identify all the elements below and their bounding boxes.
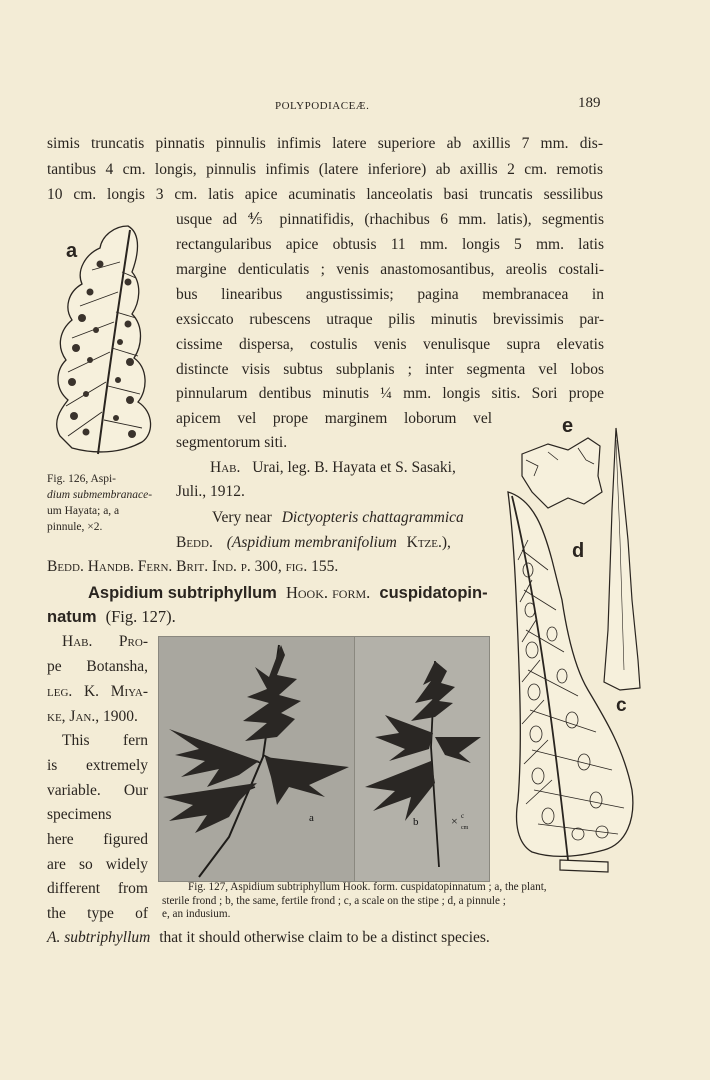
comparison-species: Dictyopteris chattagrammica xyxy=(281,509,464,526)
note-line: the type of xyxy=(47,905,148,922)
body-line: rectangularibus apice obtusis 11 mm. longis 5 mm. latis xyxy=(176,236,604,253)
body-line: margine denticulatis ; venis anastomosantibus, areolis costali- xyxy=(176,261,604,278)
fig127-label-e: e xyxy=(562,415,574,437)
body-line: bus linearibus angustissimis; pagina membranacea in xyxy=(176,286,604,303)
fig127-photo-b xyxy=(354,636,490,882)
scale-drawing xyxy=(604,428,640,690)
final-text: that it should otherwise claim to be a distinct species. xyxy=(159,929,490,946)
body-line: simis truncatis pinnatis pinnulis infimis latere superiore ab axillis 7 mm. dis- xyxy=(47,135,603,152)
synonym-author: Ktze.), xyxy=(406,534,451,551)
comparison-text: Very near xyxy=(212,509,272,526)
fig126-caption-line: pinnule, ×2. xyxy=(47,521,103,533)
habitat-label: Hab. xyxy=(210,459,241,476)
note-line: specimens xyxy=(47,806,112,823)
scale-label: × xyxy=(451,814,458,828)
habitat-text: Urai, leg. B. Hayata et S. Sasaki, xyxy=(252,459,456,476)
scale-sub: cm xyxy=(461,825,469,831)
note-line: This fern xyxy=(62,732,148,749)
fig127-label-c: c xyxy=(616,695,627,716)
note-line: variable. Our xyxy=(47,782,148,799)
form-name: cuspidatopin- xyxy=(379,584,488,602)
synonym: (Aspidium membranifolium xyxy=(226,534,397,551)
fig127-caption-line: e, an indusium. xyxy=(162,908,231,920)
scale-sup: c xyxy=(461,812,465,820)
fig126-pinnule-drawing xyxy=(50,222,160,462)
species-heading-2 xyxy=(47,607,176,627)
fig127-label-d: d xyxy=(572,540,585,562)
body-line: pinnularum dentibus minutis ¼ mm. longis sitis. Sori prope xyxy=(176,385,604,402)
form-name-end: natum xyxy=(47,608,97,626)
note-line: is extremely xyxy=(47,757,148,774)
body-line: 10 cm. longis 3 cm. latis apice acuminatis lanceolatis basi truncatis sessilibus xyxy=(47,186,603,203)
species-author: Hook. form. xyxy=(285,583,371,602)
note-line: here figured xyxy=(47,831,148,848)
body-line: apicem vel prope marginem loborum vel xyxy=(176,410,492,427)
fig126-caption-line: dium submembranace- xyxy=(47,489,153,501)
fig127-caption-line: sterile frond ; b, the same, fertile frond ; c, a scale on the stipe ; d, a pinnule ; xyxy=(162,894,506,907)
note-line: are so widely xyxy=(47,856,148,873)
species-heading xyxy=(88,583,488,603)
fig126-caption xyxy=(47,471,169,535)
fig127-caption-line: Fig. 127, Aspidium subtriphyllum Hook. form. cuspidatopinnatum ; a, the plant, xyxy=(188,881,547,893)
habitat-line xyxy=(210,458,456,478)
reference-line: Bedd. Handb. Fern. Brit. Ind. p. 300, fig. 155. xyxy=(47,558,339,575)
final-species: A. subtriphyllum xyxy=(47,929,151,946)
habitat-2-line: ke, Jan., 1900. xyxy=(47,708,138,725)
habitat-2-line: pe Botansha, xyxy=(47,658,148,675)
figure-reference: (Fig. 127). xyxy=(105,607,176,626)
body-line: distincte visis subtus subplanis ; inter segmenta vel lobos xyxy=(176,361,604,378)
habitat-2-line: leg. K. Miya- xyxy=(47,683,148,700)
fig127-drawings xyxy=(508,420,698,880)
habitat-date: Juli., 1912. xyxy=(176,483,245,500)
note-line: different from xyxy=(47,880,148,897)
author-abbrev: Bedd. xyxy=(176,534,213,551)
running-title: POLYPODIACEÆ. xyxy=(275,100,370,112)
photo-b-label: b xyxy=(413,816,419,828)
final-line xyxy=(47,928,490,948)
fig127-caption xyxy=(162,881,648,922)
page-number: 189 xyxy=(578,95,601,111)
fig126-caption-line: um Hayata; a, a xyxy=(47,505,120,517)
habitat-2-line: Hab. Pro- xyxy=(62,633,148,650)
body-line: tantibus 4 cm. longis, pinnulis infimis (latere inferiore) ab axillis 2 cm. remotis xyxy=(47,161,603,178)
species-name: Aspidium subtriphyllum xyxy=(88,584,277,602)
body-line: segmentorum siti. xyxy=(176,434,288,451)
photo-a-label: a xyxy=(309,812,314,824)
fig126-caption-line: Fig. 126, Aspi- xyxy=(47,473,117,485)
body-line: exsiccato rubescens utraque pilis minutis brevissimis par- xyxy=(176,311,604,328)
comparison-line-2 xyxy=(176,533,451,553)
frond-b-image xyxy=(355,637,489,881)
indusium-drawing xyxy=(522,438,602,508)
frond-a-image xyxy=(159,637,354,881)
fig126-label-a: a xyxy=(66,240,78,262)
comparison-line xyxy=(212,508,464,528)
fig127-photo-a xyxy=(158,636,355,882)
body-line: usque ad ⅘ pinnatifidis, (rhachibus 6 mm. latis), segmentis xyxy=(176,211,604,228)
body-line: cissime dispersa, costulis venis venulisque supra elevatis xyxy=(176,336,604,353)
